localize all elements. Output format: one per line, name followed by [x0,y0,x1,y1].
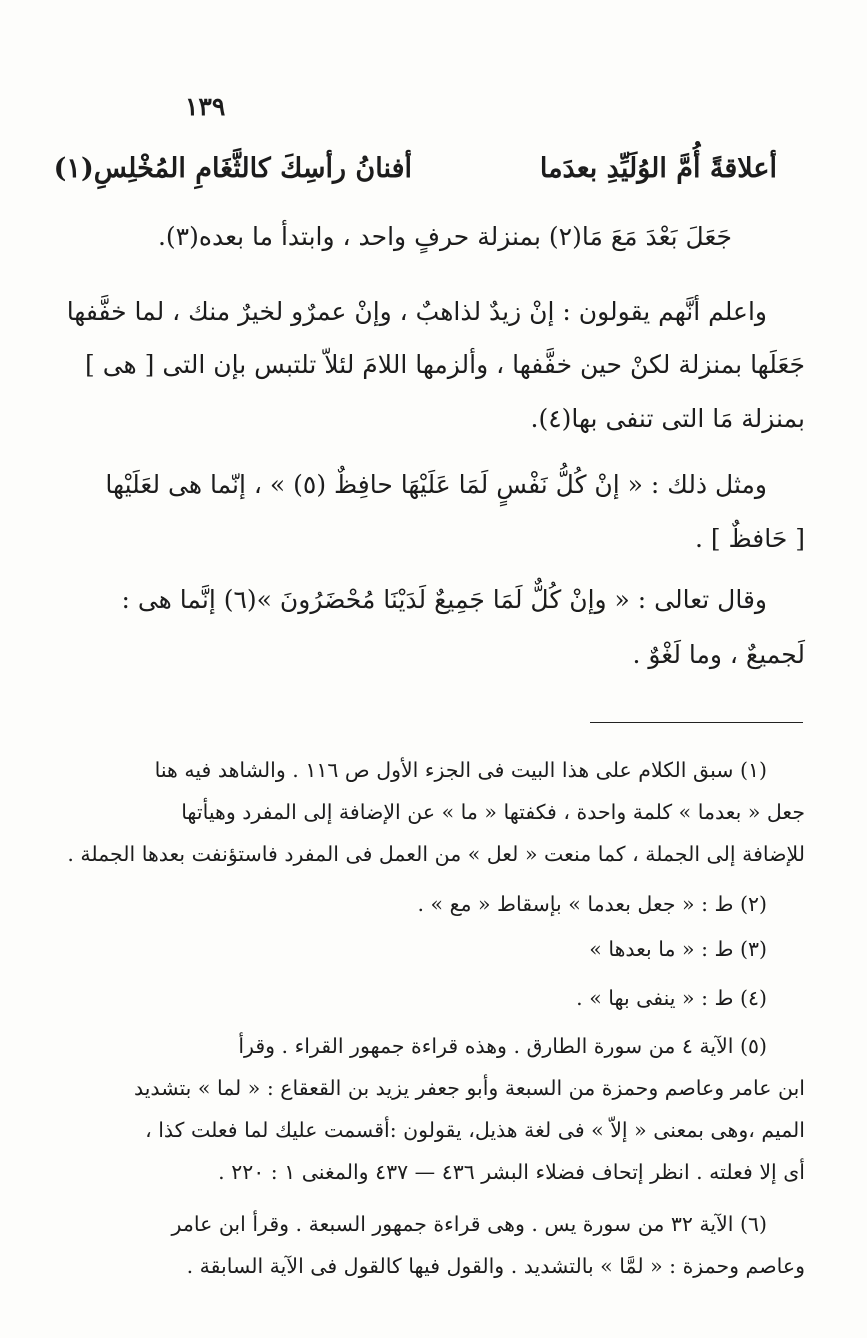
footnote-1-line-3: للإضافة إلى الجملة ، كما منعت « لعل » من العمل فى المفرد فاستؤنفت بعدها الجملة . [67,842,805,866]
footnote-6-line-1: (٦) الآية ٣٢ من سورة يس . وهى قراءة جمهور السبعة . وقرأ ابن عامر [171,1212,767,1236]
verse-second-hemistich [54,153,412,184]
footnote-3: (٣) ط : « ما بعدها » [589,937,767,961]
footnote-4: (٤) ط : « ينفى بها » . [576,986,767,1010]
footnote-5-line-3: الميم ،وهى بمعنى « إلاّ » فى لغة هذيل، يقولون :أقسمت عليك لما فعلت كذا ، [145,1118,805,1142]
footnote-separator [590,722,803,723]
footnote-1-line-1: (١) سبق الكلام على هذا البيت فى الجزء الأول ص ١١٦ . والشاهد فيه هنا [154,758,767,782]
footnote-5-line-1: (٥) الآية ٤ من سورة الطارق . وهذه قراءة جمهور القراء . وقرأ [238,1034,767,1058]
verse-first-hemistich: أعلاقةً أُمَّ الوُلَيِّدِ بعدَما [539,153,777,184]
footnote-2: (٢) ط : « جعل بعدما » بإسقاط « مع » . [417,892,767,916]
verse-second-hemistich-text: أفنانُ رأسِكَ كالثَّغَامِ المُخْلِسِ [93,153,412,184]
body-line-8: لَجميعٌ ، وما لَغْوٌ . [632,640,805,669]
body-line-6: [ حَافظٌ ] . [694,524,805,553]
footnote-5-line-2: ابن عامر وعاصم وحمزة من السبعة وأبو جعفر يزيد بن القعقاع : « لما » بتشديد [133,1076,805,1100]
body-line-7: وقال تعالى : « وإنْ كُلٌّ لَمَا جَمِيعٌ لَدَيْنَا مُحْضَرُونَ »(٦) إنَّما هى : [121,585,767,614]
body-line-3: جَعَلَها بمنزلة لكنْ حين خفَّفها ، وألزمها اللامَ لئلاّ تلتبس بإن التى [ هى ] [85,350,805,379]
page-number: ١٣٩ [185,92,226,121]
body-line-1: جَعَلَ بَعْدَ مَعَ مَا(٢) بمنزلة حرفٍ واحد ، وابتدأ ما بعده(٣). [157,222,732,251]
footnote-6-line-2: وعاصم وحمزة : « لمَّا » بالتشديد . والقول فيها كالقول فى الآية السابقة . [186,1254,805,1278]
footnote-1-line-2: جعل « بعدما » كلمة واحدة ، فكفتها « ما » عن الإضافة إلى المفرد وهيأتها [181,800,805,824]
footnote-5-line-4: أى إلا فعلته . انظر إتحاف فضلاء البشر ٤٣٦ — ٤٣٧ والمغنى ١ : ٢٢٠ . [218,1160,805,1184]
body-line-5: ومثل ذلك : « إنْ كُلُّ نَفْسٍ لَمَا عَلَيْهَا حافِظٌ (٥) » ، إنّما هى لعَلَيْها [105,470,767,499]
footnote-ref-1: (١) [53,153,94,184]
body-line-2: واعلم أنَّهم يقولون : إنْ زيدٌ لذاهبٌ ، وإنْ عمرٌو لخيرٌ منك ، لما خفَّفها [66,297,767,326]
body-line-4: بمنزلة مَا التى تنفى بها(٤). [530,404,805,433]
